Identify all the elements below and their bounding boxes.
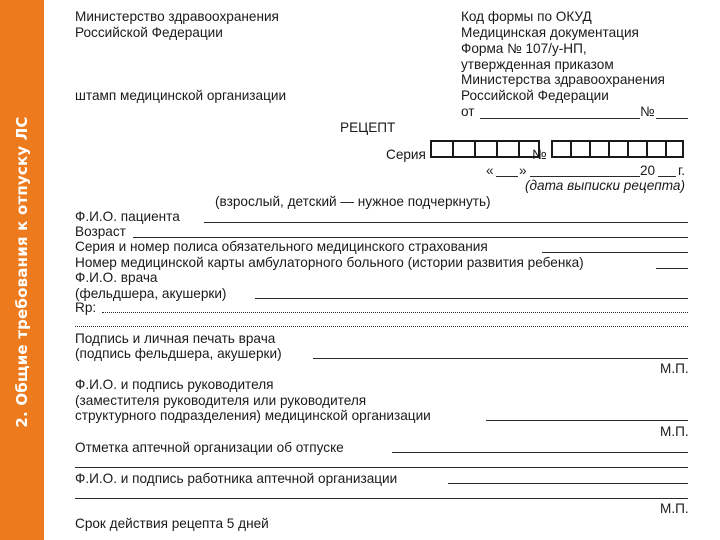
signature-label-1: Подпись и личная печать врача: [75, 331, 276, 346]
signature-label-2: (подпись фельдшера, акушерки): [75, 346, 282, 361]
head-line: [486, 420, 688, 421]
mp-label-3: М.П.: [660, 501, 689, 516]
order-number-line: [656, 118, 688, 119]
rp-label: Rp:: [75, 300, 97, 315]
number-boxes: [551, 140, 684, 158]
pharmacy-worker-line: [448, 483, 688, 484]
doctor-name-label-1: Ф.И.О. врача: [75, 270, 158, 285]
stamp-label: штамп медицинской организации: [75, 88, 287, 103]
age-line: [133, 237, 688, 238]
date-open-quote: «: [486, 163, 494, 178]
doctor-name-label-2: (фельдшера, акушерки): [75, 286, 227, 301]
order-date-line: [480, 118, 640, 119]
date-caption: (дата выписки рецепта): [525, 178, 685, 193]
order-number-label: №: [640, 104, 655, 119]
head-label-3: структурного подразделения) медицинской организации: [75, 408, 431, 423]
rp-dotted-line-2: [75, 326, 688, 327]
ministry-line-1: Министерство здравоохранения: [75, 9, 279, 24]
ministry-line-2: Российской Федерации: [75, 25, 223, 40]
head-label-2: (заместителя руководителя или руководителя: [75, 393, 367, 408]
sidebar-title: 2. Общие требования к отпуску ЛС: [13, 116, 31, 428]
pharmacy-mark-line-2: [75, 467, 688, 468]
insurance-line: [542, 252, 688, 253]
pharmacy-worker-label: Ф.И.О. и подпись работника аптечной организации: [75, 471, 398, 486]
patient-name-label: Ф.И.О. пациента: [75, 209, 180, 224]
mp-label-1: М.П.: [660, 361, 689, 376]
okud-line-1: Код формы по ОКУД: [461, 9, 592, 24]
date-year-prefix: 20: [640, 163, 656, 178]
okud-line-3: Форма № 107/у-НП,: [461, 41, 587, 56]
pharmacy-mark-label: Отметка аптечной организации об отпуске: [75, 440, 344, 455]
sidebar: [0, 0, 44, 540]
date-year-line: [658, 176, 676, 177]
doctor-name-line: [255, 298, 688, 299]
recipe-title: РЕЦЕПТ: [340, 120, 396, 135]
okud-line-4: утвержденная приказом: [461, 57, 614, 72]
age-note: (взрослый, детский — нужное подчеркнуть): [215, 194, 491, 209]
okud-line-6: Российской Федерации: [461, 88, 609, 103]
pharmacy-worker-line-2: [75, 498, 688, 499]
age-label: Возраст: [75, 224, 126, 239]
date-year-suffix: г.: [678, 163, 686, 178]
signature-line: [313, 358, 688, 359]
okud-line-2: Медицинская документация: [461, 25, 639, 40]
validity-label: Срок действия рецепта 5 дней: [75, 516, 269, 531]
insurance-label: Серия и номер полиса обязательного медицинского страхования: [75, 239, 488, 254]
head-label-1: Ф.И.О. и подпись руководителя: [75, 377, 274, 392]
rp-dotted-line-1: [102, 312, 688, 313]
series-boxes: [430, 140, 540, 158]
date-month-line: [530, 176, 640, 177]
okud-line-5: Министерства здравоохранения: [461, 72, 665, 87]
pharmacy-mark-line: [392, 452, 688, 453]
card-number-line: [656, 268, 688, 269]
date-close-quote: »: [519, 163, 527, 178]
date-day-line: [496, 176, 518, 177]
mp-label-2: М.П.: [660, 424, 689, 439]
patient-name-line: [204, 222, 688, 223]
order-from-label: от: [461, 104, 475, 119]
series-label: Серия: [386, 147, 426, 162]
card-number-label: Номер медицинской карты амбулаторного больного (истории развития ребенка): [75, 255, 584, 270]
number-label: №: [532, 147, 547, 162]
